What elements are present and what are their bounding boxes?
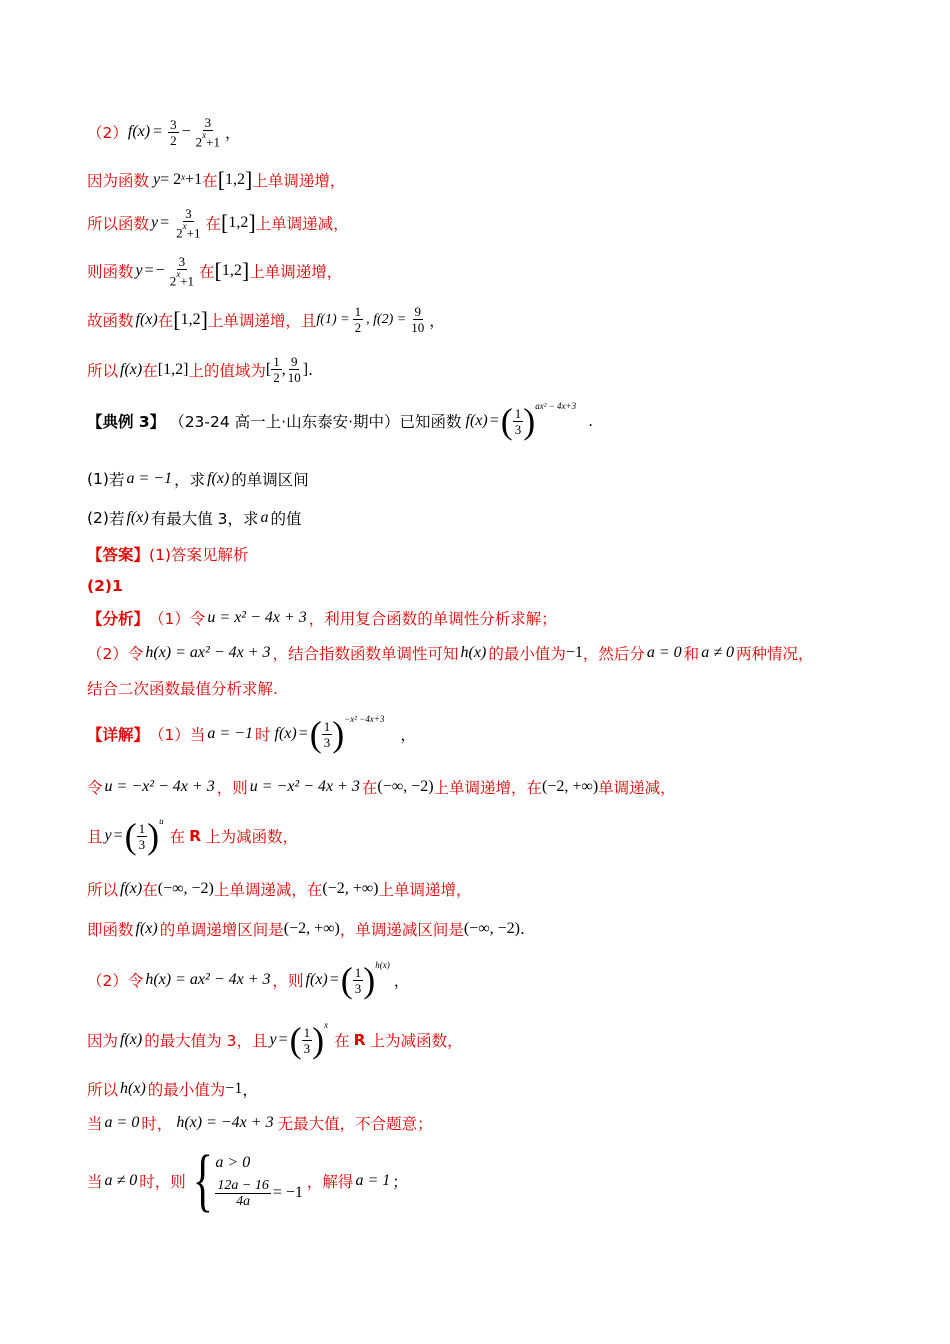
question-2: (2) 若 f(x) 有最大值 3，求 a 的值 <box>87 509 302 528</box>
detail-8: 所以 h(x) 的最小值为 −1 ， <box>87 1080 258 1099</box>
answer-2: (2)1 <box>87 577 123 595</box>
line-2: 因为函数 y = 2 $^x$ +1 在 [ 1,2 ] 上单调递增， <box>87 167 346 192</box>
line-3: 所以函数 y = $\frac{3}{2^x+1}$ 在 [ 1,2 ] 上单调递减， <box>87 206 349 241</box>
detail-9: 当 a = 0 时， h(x) = −4x + 3 无最大值，不合题意； <box>87 1114 433 1133</box>
detail-1: 【详解】 （1）当 a = −1 时 f(x) = ( $\frac{1}{3}$ ) −x² −4x+3 ， <box>87 714 416 754</box>
analysis-2: （2）令 h(x) = ax² − 4x + 3 ，结合指数函数单调性可知 h(x) 的最小值为 −1 ，然后分 a = 0 和 a ≠ 0 两种情况， <box>87 644 814 663</box>
detail-3: 且 y = ( $\frac{1}{3}$ ) u 在 R 上为减函数， <box>87 816 299 856</box>
example-3-heading: 【典例 3】 （23-24 高一上·山东泰安·期中）已知函数 f(x) = ( $\frac{1}{3}$ ) ax² − 4x+3 . <box>87 401 594 441</box>
detail-10: 当 a ≠ 0 时，则 { a > 0 $\frac{12a - 16}{4a}$ = −1 ，解得 a = 1 ； <box>87 1142 408 1219</box>
equation-system: a > 0 $\frac{12a - 16}{4a}$ = −1 <box>215 1153 303 1209</box>
line-fx-def: （2） f(x) = $\frac{3}{2}$ − $\frac{3}{2^x+1}$ ， <box>87 115 241 150</box>
answer: 【答案】 (1)答案见解析 <box>87 546 249 564</box>
question-1: (1) 若 a = −1 ，求 f(x) 的单调区间 <box>87 470 309 489</box>
analysis: 【分析】 （1）令 u = x² − 4x + 3 ，利用复合函数的单调性分析求解； <box>87 609 557 628</box>
detail-4: 所以 f(x) 在 (−∞, −2) 上单调递减，在 (−2, +∞) 上单调递增， <box>87 880 472 899</box>
line-5: 故函数 f(x) 在 [ 1,2 ] 上单调递增，且 f(1) = $\frac{1}{2}$ , f(2) = $\frac{9}{10}$ ， <box>87 304 445 335</box>
fraction: $\frac{3}{2^x+1}$ <box>195 115 220 150</box>
detail-2: 令 u = −x² − 4x + 3 ，则 u = −x² − 4x + 3 在 (−∞, −2) 上单调递增，在 (−2, +∞) 单调递减， <box>87 778 676 797</box>
fraction: $\frac{3}{2}$ <box>170 116 177 148</box>
line-6: 所以 f(x) 在 [1,2] 上的值域为 [ $\frac{1}{2}$ , $\frac{9}{10}$ ] . <box>87 354 313 385</box>
analysis-3: 结合二次函数最值分析求解. <box>87 680 278 698</box>
detail-7: 因为 f(x) 的最大值为 3，且 y = ( $\frac{1}{3}$ ) x 在 R 上为减函数， <box>87 1020 463 1060</box>
line-4: 则函数 y = − $\frac{3}{2^x+1}$ 在 [ 1,2 ] 上单调递增， <box>87 254 343 289</box>
detail-5: 即函数 f(x) 的单调递增区间是 (−2, +∞) ，单调递减区间是 (−∞, −2) . <box>87 920 525 939</box>
detail-6: （2）令 h(x) = ax² − 4x + 3 ，则 f(x) = ( $\frac{1}{3}$ ) h(x) ， <box>87 960 410 1000</box>
